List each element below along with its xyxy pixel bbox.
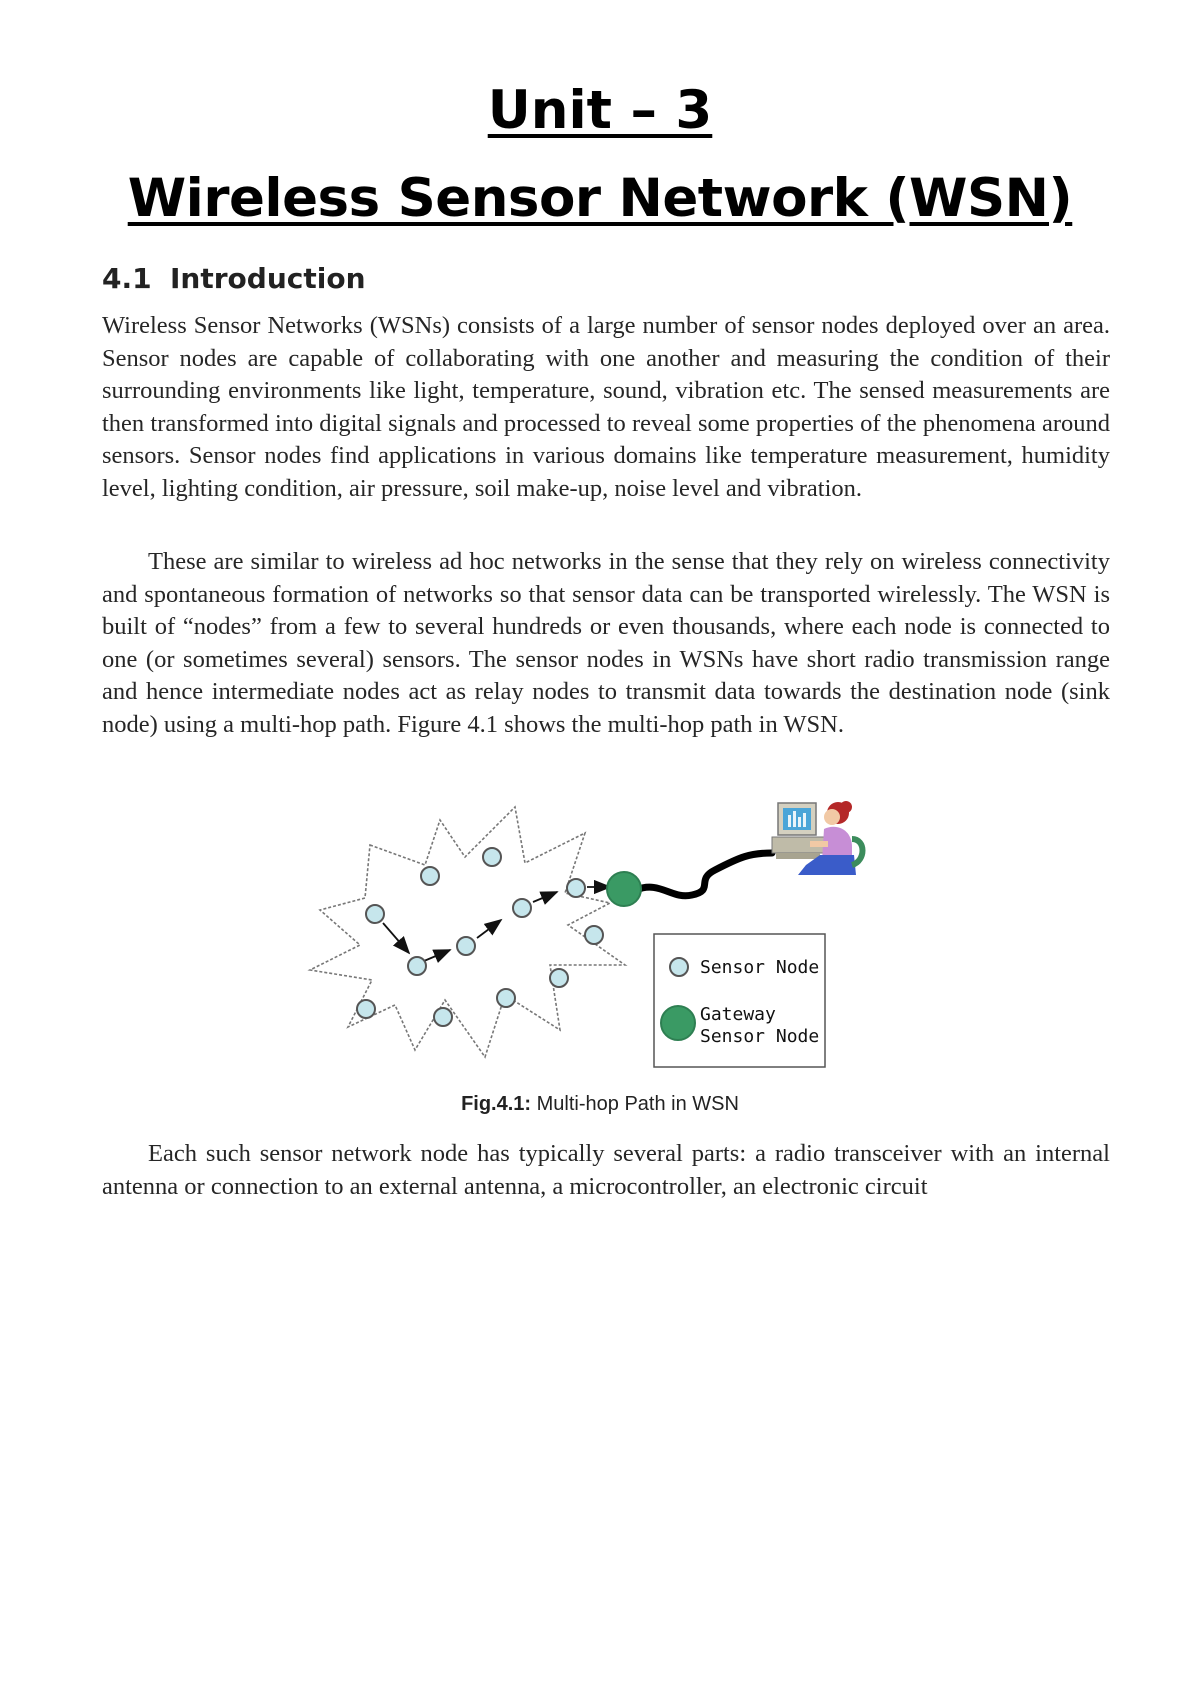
paragraph-intro: Wireless Sensor Networks (WSNs) consists of a large number of sensor nodes deployed over an area. Sensor nodes are capable of collaborating with one another and measuring the condition of their surrounding environments like light, temperature, sound, vibration etc. The sensed measurements are then transformed into digital signals and processed to reveal some properties of the phenomena around sensors. Sensor nodes find applications in various domains like temperature measurement, humidity level, lighting condition, air pressure, soil make-up, noise level and vibration. — [102, 312, 1110, 502]
gateway-cable — [636, 853, 772, 896]
figure-caption — [0, 1093, 1200, 1116]
sensor-node — [366, 905, 384, 923]
figure-caption-text: Multi-hop Path in WSN — [531, 1093, 739, 1115]
figure-caption-label: Fig.4.1: — [461, 1093, 532, 1115]
sensor-node — [457, 937, 475, 955]
sensor-node — [497, 989, 515, 1007]
wsn-diagram — [300, 795, 920, 1080]
gateway-node — [607, 872, 641, 906]
legend-gateway-label-2: Sensor Node — [700, 1026, 820, 1047]
legend-gateway-swatch — [661, 1006, 695, 1040]
sensor-node — [357, 1000, 375, 1018]
sensor-node — [434, 1008, 452, 1026]
legend-sensor-swatch — [670, 958, 688, 976]
document-title: Wireless Sensor Network (WSN) — [127, 168, 1073, 229]
multihop-path — [383, 887, 610, 961]
section-number: 4.1 — [102, 262, 152, 295]
user-at-computer-icon — [772, 801, 863, 875]
paragraph-adhoc: These are similar to wireless ad hoc networks in the sense that they rely on wireless connectivity and spontaneous formation of networks so that sensor data can be transported wirelessly. The WSN is built of “nodes” from a few to several hundreds or even thousands, where each node is connected to one (or sometimes several) sensors. The sensor nodes in WSNs have short radio transmission range and hence intermediate nodes act as relay nodes to transmit data towards the destination node (sink node) using a multi-hop path. Figure 4.1 shows the multi-hop path in WSN. — [102, 548, 1110, 738]
sensor-node — [567, 879, 585, 897]
sensor-nodes — [357, 848, 603, 1026]
paragraph-node-parts: Each such sensor network node has typically several parts: a radio transceiver with an internal antenna or connection to an external antenna, a microcontroller, an electronic circuit — [102, 1140, 1110, 1200]
legend-sensor-label: Sensor Node — [700, 957, 820, 978]
sensing-region-outline — [310, 807, 625, 1057]
legend-box — [654, 934, 825, 1067]
sensor-node — [483, 848, 501, 866]
section-heading — [102, 262, 366, 295]
sensor-node — [421, 867, 439, 885]
sensor-node — [513, 899, 531, 917]
sensor-node — [408, 957, 426, 975]
sensor-node — [550, 969, 568, 987]
unit-title: Unit – 3 — [487, 80, 713, 141]
legend — [654, 934, 825, 1067]
sensor-node — [585, 926, 603, 944]
legend-gateway-label-1: Gateway — [700, 1004, 776, 1025]
section-title: Introduction — [170, 262, 366, 295]
figure-multihop-wsn — [300, 795, 920, 1080]
